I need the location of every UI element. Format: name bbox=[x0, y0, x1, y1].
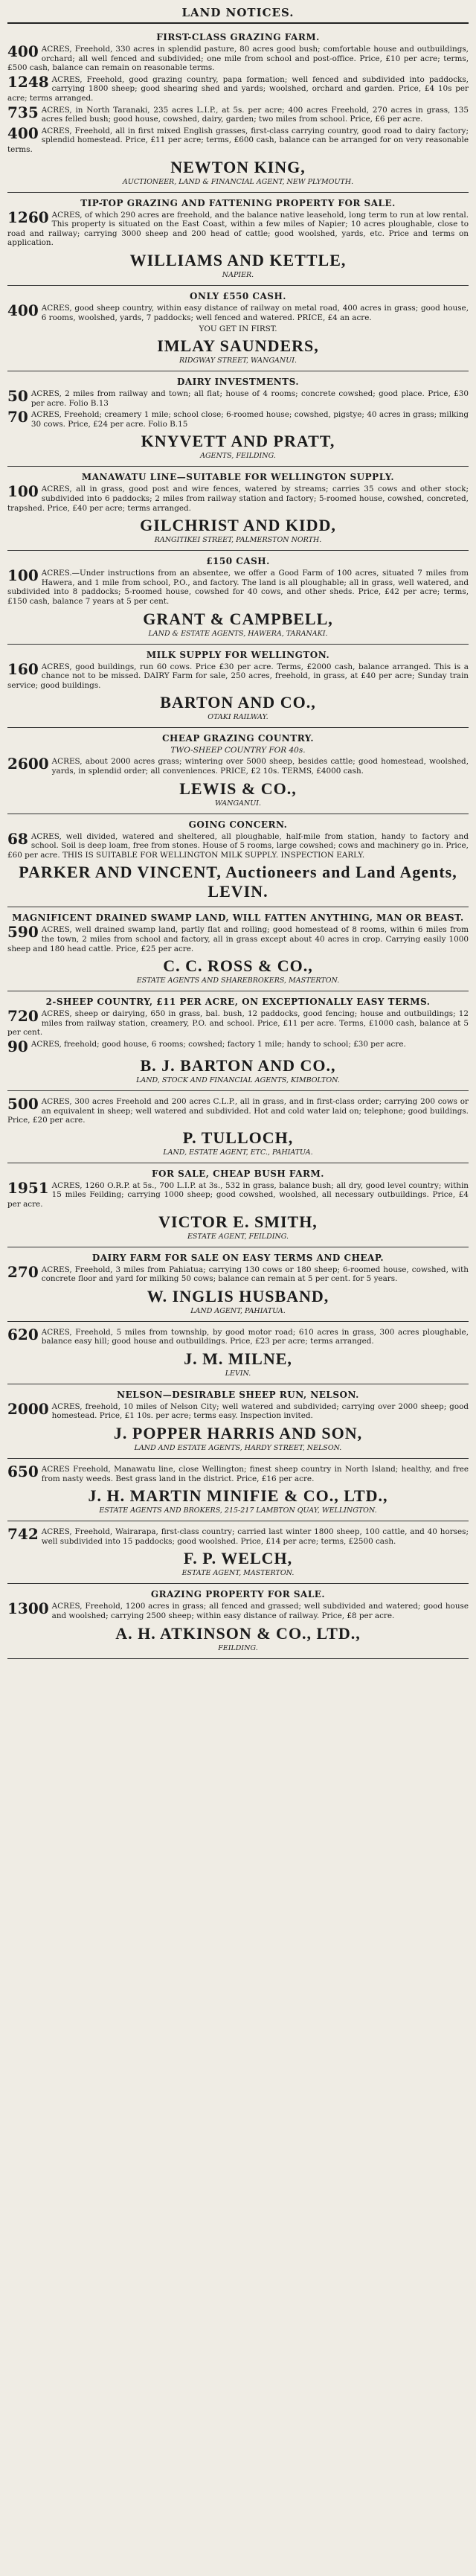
property-listing bbox=[7, 1399, 469, 1421]
acreage-number: 400 bbox=[7, 124, 39, 142]
land-advertisement bbox=[7, 1247, 469, 1322]
acreage-number: 400 bbox=[7, 301, 39, 319]
land-advertisement bbox=[7, 907, 469, 991]
property-listing bbox=[7, 925, 469, 953]
listing-text: ACRES, all in grass, good post and wire fences, watered by streams; carries 35 cows and other stock; subdivided into 6 paddocks; 2 miles from railway station and factory; 5-roomed house, cowshed, concreted, trapshed. Price, £40 per acre; terms arranged. bbox=[7, 485, 469, 513]
agent-address: RIDGWAY STREET, WANGANUI. bbox=[178, 357, 298, 365]
property-listing bbox=[7, 566, 469, 607]
land-advertisement bbox=[7, 991, 469, 1091]
ad-subheading: TWO-SHEEP COUNTRY FOR 40s. bbox=[170, 746, 306, 755]
acreage-number: 590 bbox=[7, 923, 39, 942]
land-advertisement bbox=[7, 551, 469, 644]
ad-heading: GOING CONCERN. bbox=[188, 819, 288, 830]
agent-name: J. H. MARTIN MINIFIE & CO., LTD., bbox=[88, 1486, 388, 1506]
property-listing bbox=[7, 1009, 469, 1038]
listing-text: ACRES, Freehold, 330 acres in splendid pasture, 80 acres good bush; comfortable house and outbuildings, orchard; all well fenced and subdivided; one mile from school and post-office. Price, £10 per acre; terms, £500 cash, balance can remain on reasonable terms. bbox=[7, 45, 469, 73]
land-advertisement bbox=[7, 193, 469, 286]
ad-heading: DAIRY INVESTMENTS. bbox=[176, 377, 300, 388]
price-note: YOU GET IN FIRST. bbox=[199, 325, 277, 334]
listing-text: ACRES, 300 acres Freehold and 200 acres C.L.P., all in grass, and in first-class order; carrying 200 cows or an equivalent in sheep; well watered and subdivided. Hot and cold water laid on; telephone; good buildings. Price, £20 per acre. bbox=[7, 1096, 469, 1125]
listing-text: ACRES, Freehold, good grazing country, papa formation; well fenced and subdivided into paddocks, carrying 1800 sheep; good shearing shed and yards; woolshed, orchard and garden. Price, £4 10s per acre; terms arranged. bbox=[7, 74, 469, 103]
acreage-number: 742 bbox=[7, 1525, 39, 1544]
acreage-number: 735 bbox=[7, 103, 39, 121]
agent-address: NAPIER. bbox=[222, 270, 254, 279]
agent-name: VICTOR E. SMITH, bbox=[158, 1212, 318, 1231]
advertisement-column bbox=[7, 27, 469, 1659]
agent-address: FEILDING. bbox=[218, 1643, 258, 1652]
land-advertisement bbox=[7, 728, 469, 814]
ad-heading: FOR SALE, CHEAP BUSH FARM. bbox=[152, 1168, 324, 1179]
listing-text: ACRES, 2 miles from railway and town; all flat; house of 4 rooms; concrete cowshed; good place. Price, £30 per acre. Folio B.13 bbox=[30, 389, 469, 408]
ad-heading: DAIRY FARM FOR SALE ON EASY TERMS AND CHEAP. bbox=[91, 1252, 385, 1263]
ad-heading: TIP-TOP GRAZING AND FATTENING PROPERTY FOR SALE. bbox=[80, 197, 396, 208]
agent-name: GILCHRIST AND KIDD, bbox=[140, 516, 336, 535]
property-listing bbox=[7, 757, 469, 776]
ad-heading: MAGNIFICENT DRAINED SWAMP LAND, WILL FATTEN ANYTHING, MAN OR BEAST. bbox=[12, 913, 464, 924]
agent-name: IMLAY SAUNDERS, bbox=[157, 336, 319, 356]
acreage-number: 100 bbox=[7, 482, 39, 501]
acreage-number: 720 bbox=[7, 1007, 39, 1026]
land-advertisement bbox=[7, 1521, 469, 1584]
acreage-number: 2000 bbox=[7, 1399, 49, 1418]
property-listing bbox=[7, 103, 469, 124]
property-listing bbox=[7, 1037, 469, 1055]
land-advertisement bbox=[7, 1163, 469, 1247]
property-listing bbox=[7, 42, 469, 73]
agent-name: P. TULLOCH, bbox=[182, 1128, 294, 1147]
listing-text: ACRES, Freehold, 5 miles from township, by good motor road; 610 acres in grass, 300 acres ploughable, balance easy hill; good house and outbuildings. Price, £23 per acre; terms arranged. bbox=[41, 1327, 469, 1346]
land-advertisement bbox=[7, 1384, 469, 1459]
ad-heading: MILK SUPPLY FOR WELLINGTON. bbox=[146, 649, 330, 660]
land-advertisement bbox=[7, 371, 469, 467]
land-advertisement bbox=[7, 27, 469, 193]
property-listing bbox=[7, 389, 469, 408]
agent-address: LEVIN. bbox=[225, 1369, 251, 1378]
agent-name: WILLIAMS AND KETTLE, bbox=[129, 250, 347, 269]
agent-address: AGENTS, FEILDING. bbox=[200, 452, 276, 461]
listing-text: ACRES, Freehold, all in first mixed English grasses, first-class carrying country, good road to dairy factory; splendid homestead. Price, £11 per acre; terms, £600 cash, balance can be arranged for on very reasonable terms. bbox=[7, 126, 469, 154]
property-listing bbox=[7, 208, 469, 248]
agent-name: NEWTON KING, bbox=[170, 157, 306, 176]
acreage-number: 70 bbox=[7, 408, 28, 426]
agent-address: LAND & ESTATE AGENTS, HAWERA, TARANAKI. bbox=[148, 629, 328, 638]
listing-text: ACRES, about 2000 acres grass; wintering over 5000 sheep, besides cattle; good homestead, woolshed, yards, in splendid order; all conveniences. PRICE, £2 10s. TERMS, £4000 cash. bbox=[51, 757, 469, 776]
agent-address: ESTATE AGENT, FEILDING. bbox=[187, 1232, 289, 1241]
acreage-number: 1260 bbox=[7, 208, 49, 226]
land-advertisement bbox=[7, 467, 469, 551]
land-advertisement bbox=[7, 286, 469, 371]
listing-text: ACRES, well divided, watered and sheltered, all ploughable, half-mile from station, handy to factory and school. Soil is deep loam, free from stones. House of 5 rooms, large cowshed; cows and machinery go in. Price, £60 per acre. THIS IS SUITABLE FOR WELLINGTON MILK SUPPLY. INSPECTION EARLY. bbox=[7, 831, 469, 860]
agent-address: ESTATE AGENT, MASTERTON. bbox=[181, 1569, 295, 1578]
land-advertisement bbox=[7, 814, 469, 908]
agent-name: KNYVETT AND PRATT, bbox=[141, 432, 335, 451]
agent-name: BARTON AND CO., bbox=[160, 693, 316, 712]
property-listing bbox=[7, 1325, 469, 1346]
ad-heading: GRAZING PROPERTY FOR SALE. bbox=[150, 1589, 326, 1600]
agent-address: LAND, ESTATE AGENT, ETC., PAHIATUA. bbox=[163, 1148, 313, 1157]
acreage-number: 160 bbox=[7, 659, 39, 678]
ad-heading: MANAWATU LINE—SUITABLE FOR WELLINGTON SUPPLY. bbox=[81, 472, 395, 483]
ad-heading: CHEAP GRAZING COUNTRY. bbox=[161, 733, 314, 744]
property-listing bbox=[7, 1527, 469, 1546]
listing-text: ACRES, Freehold, 1200 acres in grass; all fenced and grassed; well subdivided and watered; good house and woolshed; carrying 2500 sheep; within easy distance of railway. Price, £8 per acre. bbox=[51, 1602, 469, 1621]
listing-text: ACRES, Freehold, 3 miles from Pahiatua; carrying 130 cows or 180 sheep; 6-roomed house, cowshed, with concrete floor and yard for milking 50 cows; balance can remain at 5 per cent. for 5 years. bbox=[41, 1265, 469, 1284]
agent-address: ESTATE AGENTS AND BROKERS, 215-217 LAMBTON QUAY, WELLINGTON. bbox=[99, 1506, 377, 1515]
listing-text: ACRES, Freehold, Wairarapa, first-class country; carried last winter 1800 sheep, 100 cattle, and 40 horses; well subdivided into 15 paddocks; good woolshed. Price, £14 per acre; terms, £2500 cash. bbox=[41, 1527, 469, 1546]
property-listing bbox=[7, 301, 469, 322]
agent-name: PARKER AND VINCENT, Auctioneers and Land Agents, LEVIN. bbox=[19, 863, 457, 901]
agent-address: LAND AGENT, PAHIATUA. bbox=[190, 1306, 286, 1315]
agent-name: A. H. ATKINSON & CO., LTD., bbox=[115, 1623, 361, 1643]
property-listing bbox=[7, 1178, 469, 1209]
ad-heading: ONLY £550 CASH. bbox=[190, 290, 286, 301]
acreage-number: 90 bbox=[7, 1037, 28, 1055]
property-listing bbox=[7, 829, 469, 860]
property-listing bbox=[7, 1465, 469, 1483]
listing-text: ACRES.—Under instructions from an absentee, we offer a Good Farm of 100 acres, situated 7 miles from Hawera, and 1 mile from school, P.O., and factory. The land is all ploughable; all in grass, well watered, and subdivided into 8 paddocks; 5-roomed house, cowshed for 40 cows, and other sheds. Price, £42 per acre; terms, £150 cash, balance 7 years at 5 per cent. bbox=[7, 569, 469, 607]
ad-heading: FIRST-CLASS GRAZING FARM. bbox=[156, 32, 320, 42]
acreage-number: 270 bbox=[7, 1262, 39, 1281]
acreage-number: 68 bbox=[7, 829, 28, 848]
property-listing bbox=[7, 72, 469, 103]
listing-text: ACRES, good buildings, run 60 cows. Price £30 per acre. Terms, £2000 cash, balance arranged. This is a chance not to be missed. DAIRY Farm for sale, 250 acres, freehold, in grass, at £40 per acre; Sunday train service; good buildings. bbox=[7, 662, 469, 690]
agent-address: AUCTIONEER, LAND & FINANCIAL AGENT, NEW PLYMOUTH. bbox=[122, 177, 354, 186]
ad-heading: £150 CASH. bbox=[206, 556, 270, 567]
page-title: LAND NOTICES. bbox=[7, 4, 469, 24]
listing-text: ACRES, good sheep country, within easy distance of railway on metal road, 400 acres in grass; good house, 6 rooms, woolshed, yards, 7 paddocks; well fenced and watered. PRICE, £4 an acre. bbox=[41, 303, 469, 322]
property-listing bbox=[7, 1094, 469, 1125]
ad-heading: NELSON—DESIRABLE SHEEP RUN, NELSON. bbox=[117, 1389, 359, 1400]
listing-text: ACRES, freehold, 10 miles of Nelson City; well watered and subdivided; carrying over 2000 sheep; good homestead. Price, £1 10s. per acre; terms easy. Inspection invited. bbox=[51, 1402, 469, 1421]
agent-name: J. M. MILNE, bbox=[184, 1349, 292, 1368]
agent-name: LEWIS & CO., bbox=[179, 779, 297, 798]
agent-name: F. P. WELCH, bbox=[183, 1549, 293, 1568]
listing-text: ACRES, freehold; good house, 6 rooms; cowshed; factory 1 mile; handy to school; £30 per acre. bbox=[30, 1039, 406, 1049]
listing-text: ACRES, in North Taranaki, 235 acres L.I.P., at 5s. per acre; 400 acres Freehold, 270 acres in grass, 135 acres felled bush; good house, cowshed, dairy, garden; two miles from school. Price, £6 per acre. bbox=[41, 105, 469, 124]
property-listing bbox=[7, 1599, 469, 1621]
agent-name: J. POPPER HARRIS AND SON, bbox=[113, 1424, 363, 1443]
property-listing bbox=[7, 659, 469, 691]
agent-address: ESTATE AGENTS AND SHAREBROKERS, MASTERTON. bbox=[136, 977, 340, 985]
acreage-number: 1300 bbox=[7, 1599, 49, 1618]
acreage-number: 500 bbox=[7, 1094, 39, 1113]
listing-text: ACRES, sheep or dairying, 650 in grass, bal. bush, 12 paddocks, good fencing; house and outbuildings; 12 miles from railway station, creamery, P.O. and school. Price, £11 per acre. Terms, £1000 cash, balance at 5 per cent. bbox=[7, 1009, 469, 1038]
property-listing bbox=[7, 124, 469, 155]
acreage-number: 620 bbox=[7, 1325, 39, 1343]
acreage-number: 50 bbox=[7, 387, 28, 406]
land-advertisement bbox=[7, 1584, 469, 1658]
acreage-number: 650 bbox=[7, 1463, 39, 1481]
listing-text: ACRES, well drained swamp land, partly flat and rolling; good homestead of 8 rooms, within 6 miles from the town, 2 miles from school and factory, all in grass except about 40 acres in crop. Carrying easily 1000 sheep and 180 head cattle. Price, £25 per acre. bbox=[7, 925, 469, 953]
listing-text: ACRES, of which 290 acres are freehold, and the balance native leasehold, long term to run at low rental. This property is situated on the East Coast, within a few miles of Napier; 10 acres ploughable, close to road and railway; carrying 3000 sheep and 200 head of cattle; good woolshed, yards, etc. Price and terms on application. bbox=[7, 210, 469, 248]
property-listing bbox=[7, 410, 469, 429]
agent-name: B. J. BARTON AND CO., bbox=[140, 1055, 336, 1075]
property-listing bbox=[7, 1262, 469, 1284]
acreage-number: 400 bbox=[7, 42, 39, 60]
acreage-number: 1248 bbox=[7, 72, 49, 91]
agent-address: WANGANUI. bbox=[214, 799, 261, 808]
agent-address: OTAKI RAILWAY. bbox=[208, 713, 268, 722]
agent-address: RANGITIKEI STREET, PALMERSTON NORTH. bbox=[154, 536, 322, 545]
agent-address: LAND AND ESTATE AGENTS, HARDY STREET, NELSON. bbox=[134, 1444, 342, 1453]
listing-text: ACRES, 1260 O.R.P. at 5s., 700 L.I.P. at 3s., 532 in grass, balance bush; all dry, good level country; within 15 miles Feilding; carrying 1000 sheep; good cowshed, woolshed, all necessary outbuildings. Price, £4 per acre. bbox=[7, 1180, 469, 1209]
land-advertisement bbox=[7, 1322, 469, 1384]
property-listing bbox=[7, 482, 469, 513]
land-advertisement bbox=[7, 1459, 469, 1521]
land-advertisement bbox=[7, 1091, 469, 1163]
agent-name: GRANT & CAMPBELL, bbox=[143, 609, 333, 628]
listing-text: ACRES, Freehold; creamery 1 mile; school close; 6-roomed house; cowshed, pigstye; 40 acres in grass; milking 30 cows. Price, £24 per acre. Folio B.15 bbox=[30, 410, 469, 429]
land-advertisement bbox=[7, 645, 469, 729]
agent-name: W. INGLIS HUSBAND, bbox=[147, 1286, 329, 1305]
listing-text: ACRES Freehold, Manawatu line, close Wellington; finest sheep country in North Island; healthy, and free from nasty weeds. Best grass land in the district. Price, £16 per acre. bbox=[41, 1465, 469, 1483]
acreage-number: 100 bbox=[7, 566, 39, 585]
agent-address: LAND, STOCK AND FINANCIAL AGENTS, KIMBOLTON. bbox=[136, 1076, 340, 1084]
acreage-number: 1951 bbox=[7, 1178, 49, 1197]
ad-heading: 2-SHEEP COUNTRY, £11 PER ACRE, ON EXCEPTIONALLY EASY TERMS. bbox=[45, 997, 431, 1008]
acreage-number: 2600 bbox=[7, 755, 49, 773]
agent-name: C. C. ROSS & CO., bbox=[163, 956, 313, 976]
